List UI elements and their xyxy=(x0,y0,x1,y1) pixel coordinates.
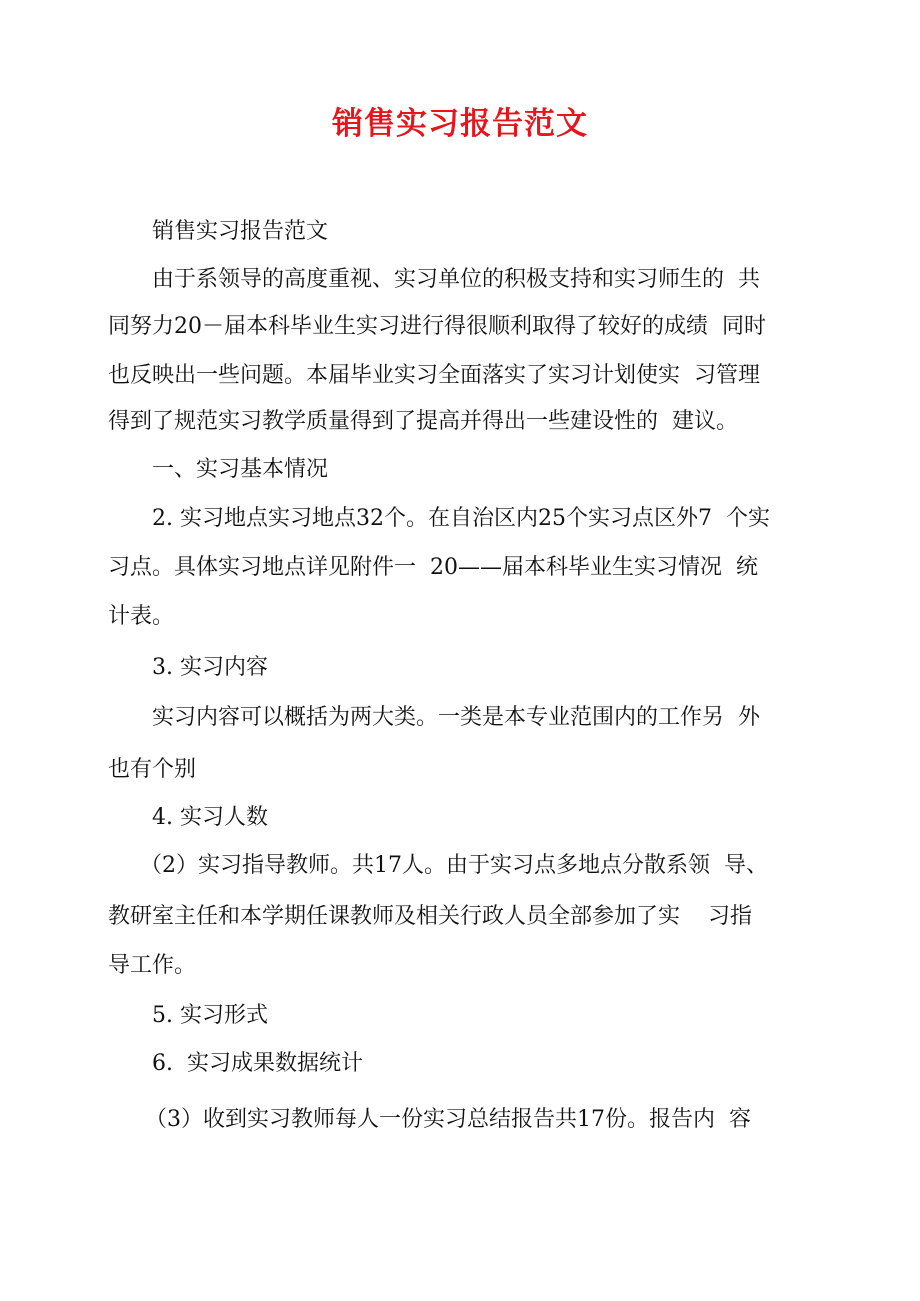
paragraph-line: 也反映出一些问题。本届毕业实习全面落实了实习计划使实 习管理 xyxy=(108,363,760,388)
paragraph-line: 同努力20－届本科毕业生实习进行得很顺利取得了较好的成绩 同时 xyxy=(108,314,766,339)
paragraph-line: 导工作。 xyxy=(108,953,197,978)
paragraph-line: （2）实习指导教师。共17人。由于实习点多地点分散系领 导、 xyxy=(140,853,768,878)
section-heading: 4. 实习人数 xyxy=(152,805,268,830)
paragraph-line: 实习内容可以概括为两大类。一类是本专业范围内的工作另 外 xyxy=(152,705,760,730)
section-heading: 5. 实习形式 xyxy=(152,1003,268,1028)
paragraph-heading: 销售实习报告范文 xyxy=(152,219,329,244)
paragraph-line: 也有个别 xyxy=(108,757,197,782)
paragraph-line: （3）收到实习教师每人一份实习总结报告共17份。报告内 容 xyxy=(145,1107,751,1132)
paragraph-line: 2. 实习地点实习地点32个。在自治区内25个实习点区外7 个实 xyxy=(152,506,770,531)
paragraph-line: 习点。具体实习地点详见附件一 20——届本科毕业生实习情况 统 xyxy=(108,555,758,580)
document-title: 销售实习报告范文 xyxy=(332,106,588,142)
paragraph-line: 教研室主任和本学期任课教师及相关行政人员全部参加了实 习指 xyxy=(108,904,752,929)
section-heading: 6. 实习成果数据统计 xyxy=(152,1051,363,1076)
section-heading: 3. 实习内容 xyxy=(152,655,268,680)
paragraph-line: 得到了规范实习教学质量得到了提高并得出一些建设性的 建议。 xyxy=(108,409,738,434)
section-heading: 一、实习基本情况 xyxy=(152,457,329,482)
paragraph-line: 计表。 xyxy=(108,604,175,629)
paragraph-line: 由于系领导的高度重视、实习单位的积极支持和实习师生的 共 xyxy=(152,267,760,292)
